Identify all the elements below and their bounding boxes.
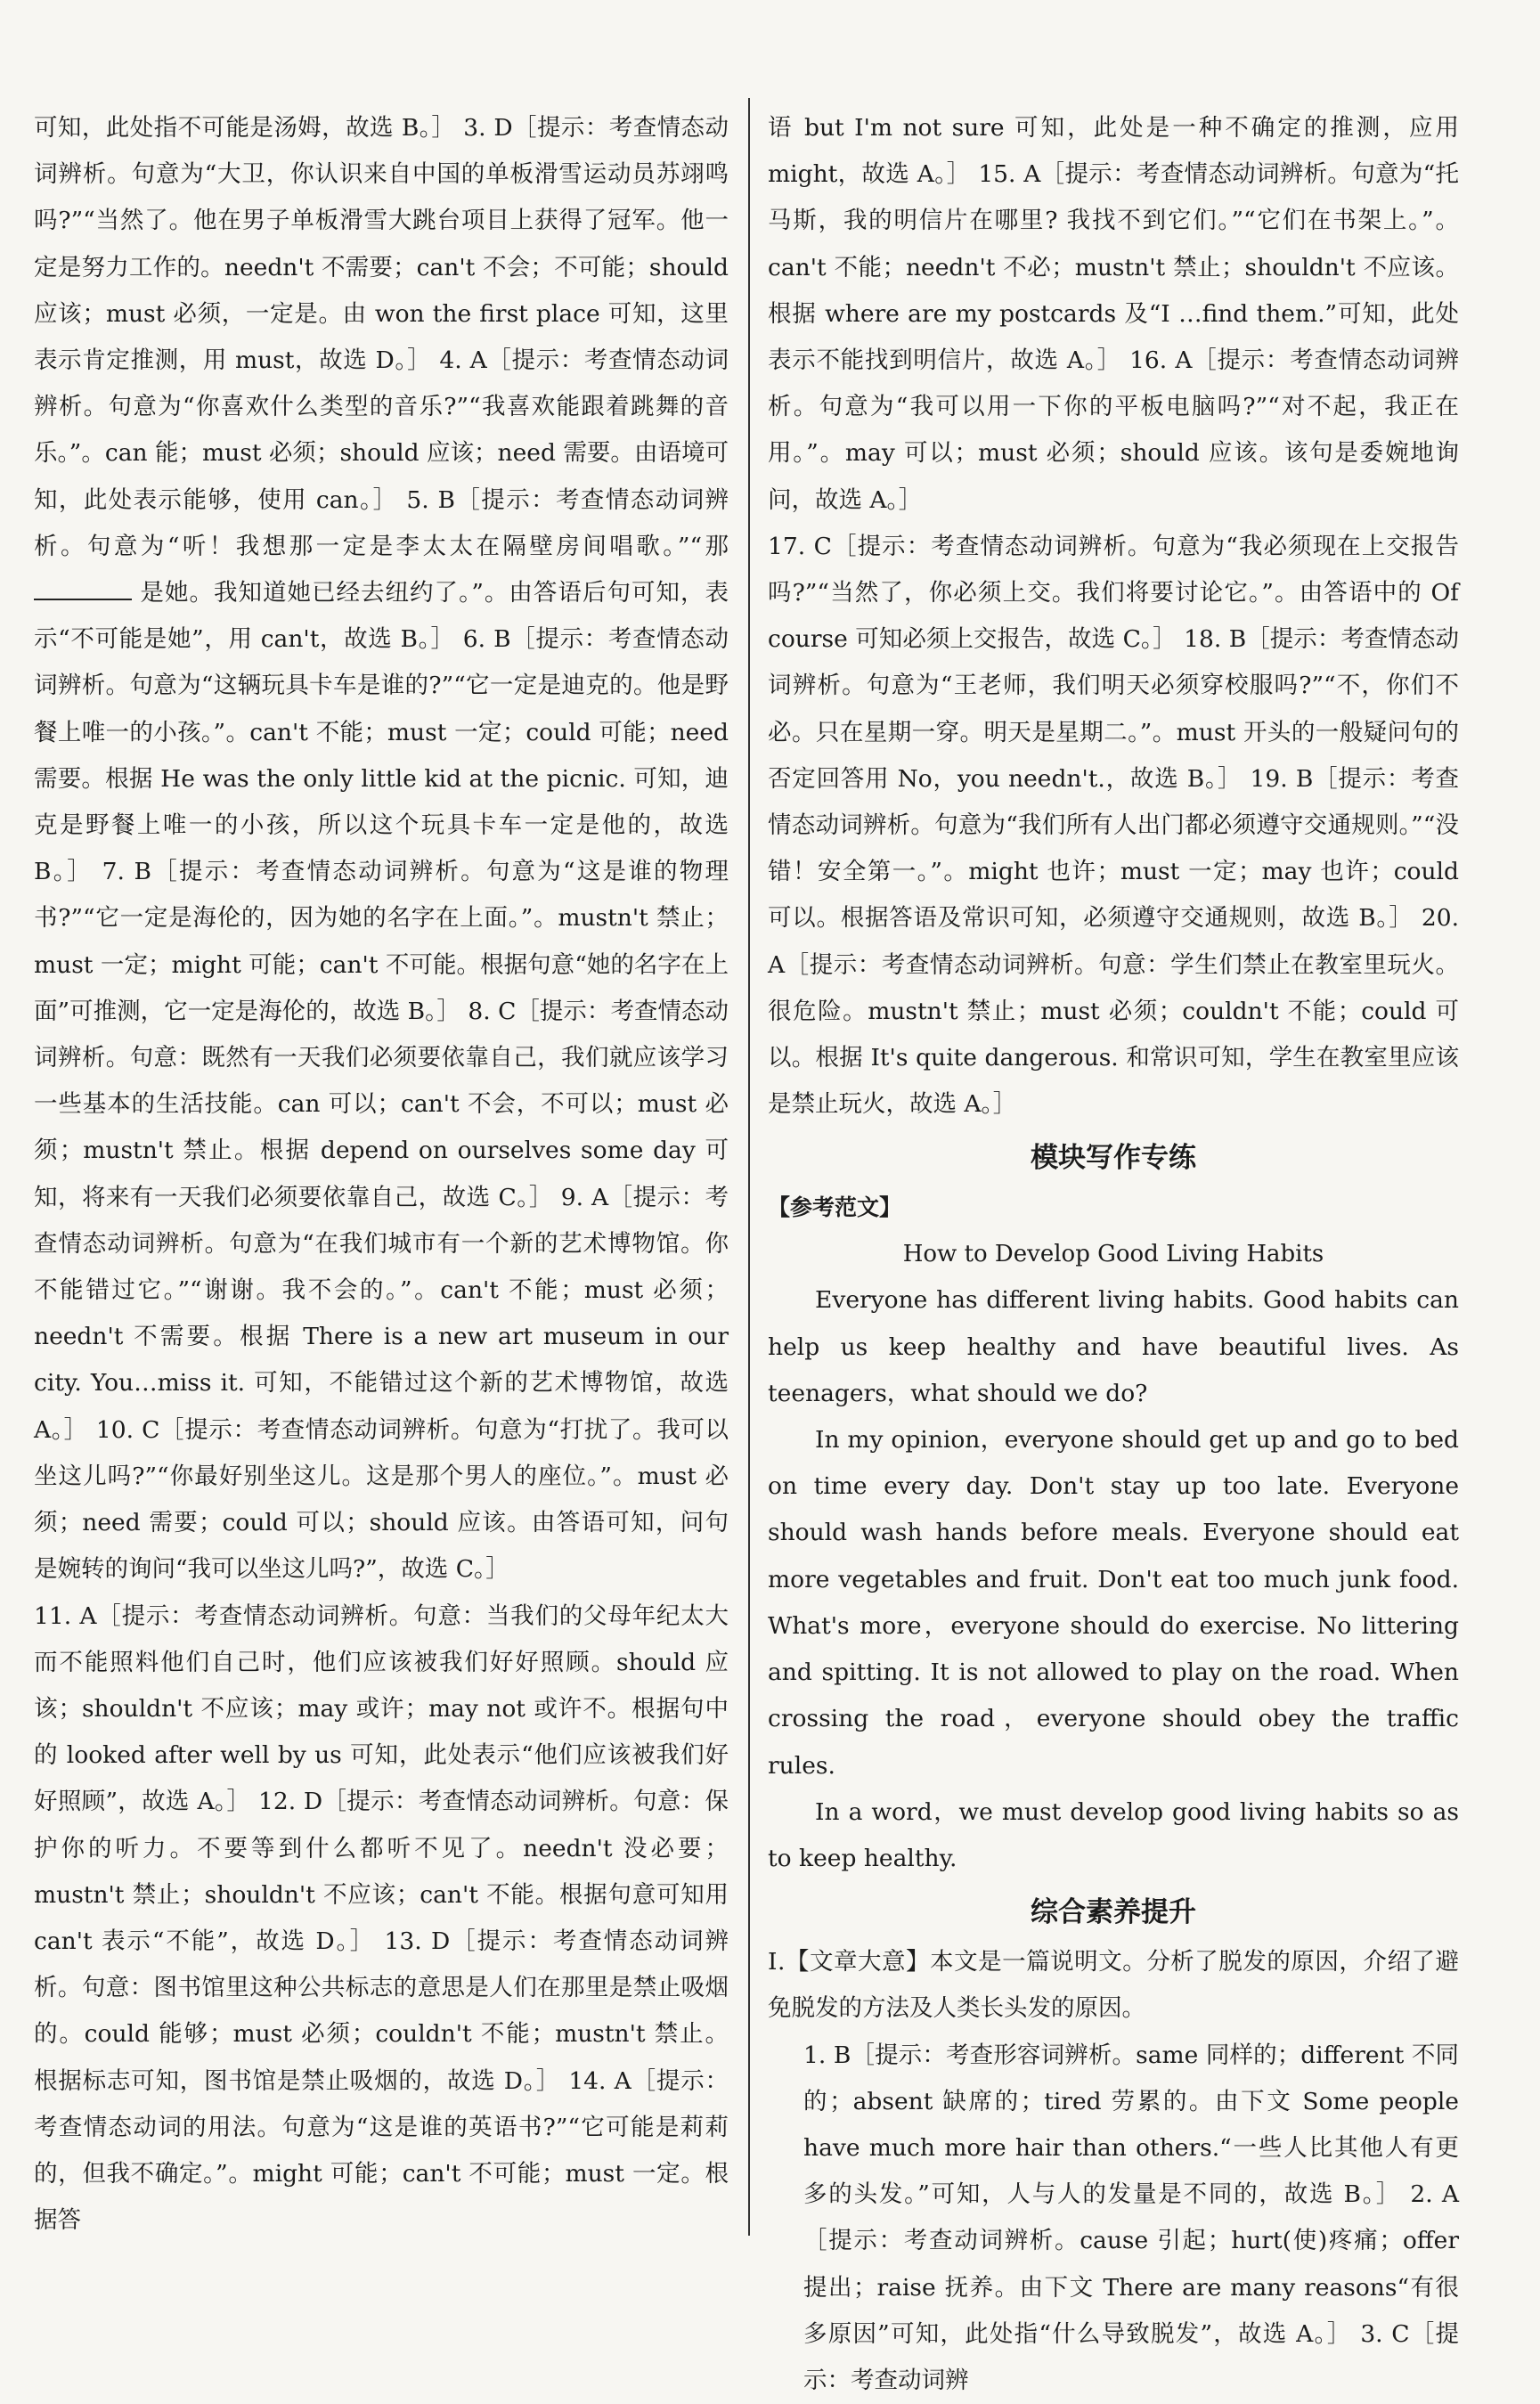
essay-paragraph: Everyone has different living habits. Good habits can help us keep healthy and have beautiful lives. As teenagers，what should we do? (768, 1286, 1459, 1407)
answer-paragraph (34, 105, 729, 1593)
answer-text: 可知，此处指不可能是汤姆，故选 B。］ 3. D［提示：考查情态动词辨析。句意为“大卫，你认识来自中国的单板滑雪运动员苏翊鸣吗?”“当然了。他在男子单板滑雪大跳台项目上获得了冠军。他一定是努力工作的。needn't 不需要；can't 不会；不可能；should 应该；must 必须，一定是。由 won the first place 可知，这里表示肯定推测，用 must，故选 D。］ 4. A［提示：考查情态动词辨析。句意为“你喜欢什么类型的音乐?”“我喜欢能跟着跳舞的音乐。”。can 能；must 必须；should 应该；need 需要。由语境可知，此处表示能够，使用 can。］ 5. B［提示：考查情态动词辨析。句意为“听！我想那一定是李太太在隔壁房间唱歌。”“那 (34, 114, 729, 560)
essay-paragraph: In my opinion，everyone should get up and go to bed on time every day. Don't stay up too late. Everyone should wash hands before meals. Everyone should eat more vegetables and fruit. Don't eat too much junk food. What's more，everyone should do exercise. No littering and spitting. It is not allowed to play on the road. When crossing the road，everyone should obey the traffic rules. (768, 1426, 1459, 1780)
essay-paragraph: In a word，we must develop good living habits so as to keep healthy. (768, 1797, 1459, 1872)
answer-paragraph: 语 but I'm not sure 可知，此处是一种不确定的推测，应用 might，故选 A。］ 15. A［提示：考查情态动词辨析。句意为“托马斯，我的明信片在哪里? 我找不到它们。”“它们在书架上。”。can't 不能；needn't 不必；mustn't 禁止；shouldn't 不应该。根据 where are my postcards 及“I …find them.”可知，此处表示不能找到明信片，故选 A。］ 16. A［提示：考查情态动词辨析。句意为“我可以用一下你的平板电脑吗?”“对不起，我正在用。”。may 可以；must 必须；should 应该。该句是委婉地询问，故选 A。］ (768, 114, 1459, 514)
reference-essay-tag: 【参考范文】 (768, 1194, 902, 1221)
right-column (768, 105, 1459, 2404)
section-heading-comprehensive: 综合素养提升 (1031, 1896, 1196, 1929)
fill-in-blank (34, 579, 132, 600)
answer-paragraph: 17. C［提示：考查情态动词辨析。句意为“我必须现在上交报告吗?”“当然了，你必须上交。我们将要讨论它。”。由答语中的 Of course 可知必须上交报告，故选 C。］ 18. B［提示：考查情态动词辨析。句意为“王老师，我们明天必须穿校服吗?”“不，你们不必。只在星期一穿。明天是星期二。”。must 开头的一般疑问句的否定回答用 No，you needn't.，故选 B。］ 19. B［提示：考查情态动词辨析。句意为“我们所有人出门都必须遵守交通规则。”“没错！安全第一。”。might 也许；must 一定；may 也许；could 可以。根据答语及常识可知，必须遵守交通规则，故选 B。］ 20. A［提示：考查情态动词辨析。句意：学生们禁止在教室里玩火。很危险。mustn't 禁止；must 必须；couldn't 不能；could 可以。根据 It's quite dangerous. 和常识可知，学生在教室里应该是禁止玩火，故选 A。］ (768, 532, 1459, 1119)
answer-paragraph: 1. B［提示：考查形容词辨析。same 同样的；different 不同的；absent 缺席的；tired 劳累的。由下文 Some people have much more hair than others.“一些人比其他人有更多的头发。”可知，人与人的发量是不同的，故选 B。］ 2. A［提示：考查动词辨析。cause 引起；hurt(使)疼痛；offer 提出；raise 抚养。由下文 There are many reasons“有很多原因”可知，此处指“什么导致脱发”，故选 A。］ 3. C［提示：考查动词辨 (803, 2041, 1459, 2394)
answer-paragraph: 11. A［提示：考查情态动词辨析。句意：当我们的父母年纪太大而不能照料他们自己时，他们应该被我们好好照顾。should 应该；shouldn't 不应该；may 或许；may not 或许不。根据句中的 looked after well by us 可知，此处表示“他们应该被我们好好照顾”，故选 A。］ 12. D［提示：考查情态动词辨析。句意：保护你的听力。不要等到什么都听不见了。needn't 没必要；mustn't 禁止；shouldn't 不应该；can't 不能。根据句意可知用 can't 表示“不能”，故选 D。］ 13. D［提示：考查情态动词辨析。句意：图书馆里这种公共标志的意思是人们在那里是禁止吸烟的。could 能够；must 必须；couldn't 不能；mustn't 禁止。根据标志可知，图书馆是禁止吸烟的，故选 D。］ 14. A［提示：考查情态动词的用法。句意为“这是谁的英语书?”“它可能是莉莉的，但我不确定。”。might 可能；can't 不可能；must 一定。根据答 (34, 1601, 729, 2235)
reading-summary: Ⅰ.【文章大意】本文是一篇说明文。分析了脱发的原因，介绍了避免脱发的方法及人类长头发的原因。 (768, 1948, 1459, 2023)
answer-text: 是她。我知道她已经去纽约了。”。由答语后句可知，表示“不可能是她”，用 can't，故选 B。］ 6. B［提示：考查情态动词辨析。句意为“这辆玩具卡车是谁的?”“它一定是迪克的。他是野餐上唯一的小孩。”。can't 不能；must 一定；could 可能；need 需要。根据 He was the only little kid at the picnic. 可知，迪克是野餐上唯一的小孩，所以这个玩具卡车一定是他的，故选 B。］ 7. B［提示：考查情态动词辨析。句意为“这是谁的物理书?”“它一定是海伦的，因为她的名字在上面。”。mustn't 禁止；must 一定；might 可能；can't 不可能。根据句意“她的名字在上面”可推测，它一定是海伦的，故选 B。］ 8. C［提示：考查情态动词辨析。句意：既然有一天我们必须要依靠自己，我们就应该学习一些基本的生活技能。can 可以；can't 不会，不可以；must 必须；mustn't 禁止。根据 depend on ourselves some day 可知，将来有一天我们必须要依靠自己，故选 C。］ 9. A［提示：考查情态动词辨析。句意为“在我们城市有一个新的艺术博物馆。你不能错过它。”“谢谢。我不会的。”。can't 不能；must 必须；needn't 不需要。根据 There is a new art museum in our city. You…miss it. 可知，不能错过这个新的艺术博物馆，故选 A。］ 10. C［提示：考查情态动词辨析。句意为“打扰了。我可以坐这儿吗?”“你最好别坐这儿。这是那个男人的座位。”。must 必须；need 需要；could 可以；should 应该。由答语可知，问句是婉转的询问“我可以坐这儿吗?”，故选 C。］ (34, 579, 729, 1584)
section-heading-writing: 模块写作专练 (1031, 1142, 1196, 1175)
essay-title: How to Develop Good Living Habits (902, 1241, 1324, 1268)
essay-body (768, 1277, 1459, 1882)
column-divider (748, 98, 750, 2236)
left-column (34, 105, 729, 2244)
